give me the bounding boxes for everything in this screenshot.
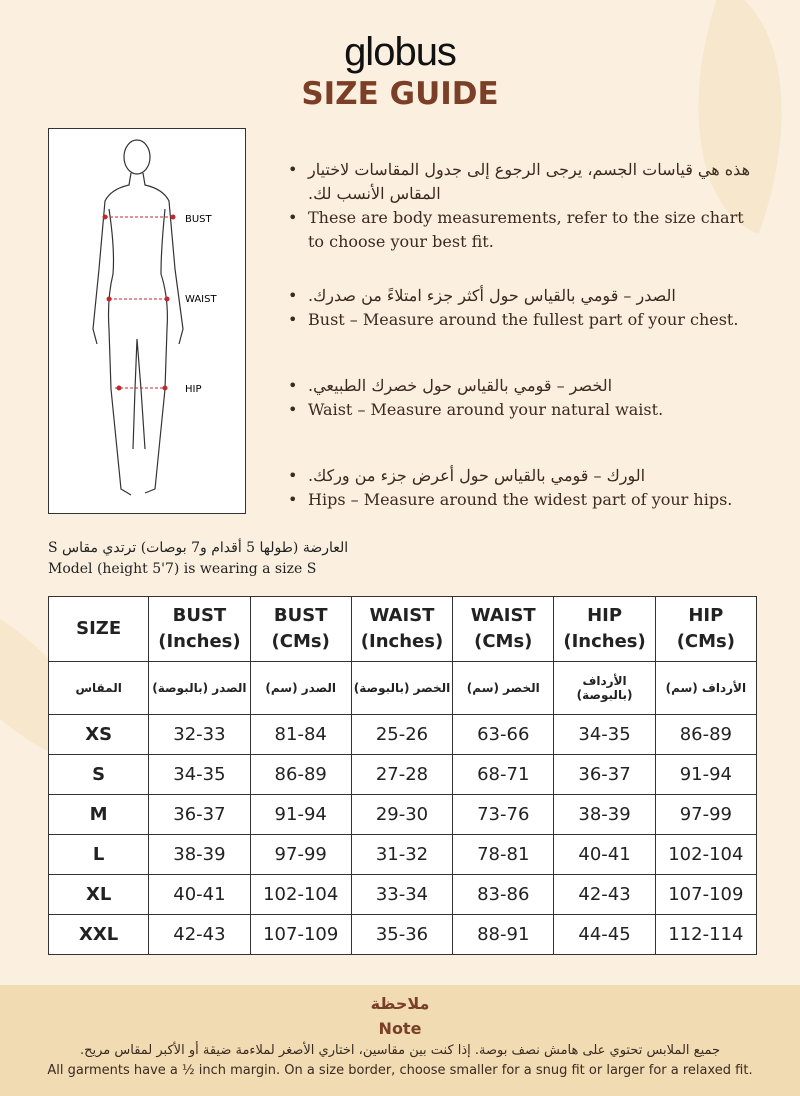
instruction-general <box>286 158 756 254</box>
size-cell: S <box>49 755 149 795</box>
bust-label: BUST <box>185 214 212 225</box>
column-header-text: WAIST <box>369 605 435 626</box>
note-title-ar: ملاحظة <box>370 994 430 1013</box>
table-cell: 38-39 <box>149 835 250 875</box>
size-table <box>48 596 757 955</box>
column-header-ar: الصدر (بالبوصة) <box>149 662 250 715</box>
column-header-text: (CMs) <box>676 631 735 652</box>
instruction-waist <box>286 374 756 422</box>
table-row <box>49 875 757 915</box>
table-cell: 34-35 <box>554 715 655 755</box>
note-section <box>0 985 800 1096</box>
table-cell: 25-26 <box>351 715 452 755</box>
table-cell: 32-33 <box>149 715 250 755</box>
column-header <box>453 597 554 662</box>
note-title-en: Note <box>378 1019 422 1038</box>
table-cell: 112-114 <box>655 915 756 955</box>
table-row <box>49 755 757 795</box>
table-cell: 27-28 <box>351 755 452 795</box>
column-header-text: (CMs) <box>474 631 533 652</box>
column-header-ar: المقاس <box>49 662 149 715</box>
instruction-hips <box>286 464 756 512</box>
column-header-text: (Inches) <box>158 631 241 652</box>
table-cell: 36-37 <box>149 795 250 835</box>
column-header-text: (Inches) <box>360 631 444 652</box>
bullet-ar: • هذه هي قياسات الجسم، يرجى الرجوع إلى جدول المقاسات لاختيار المقاس الأنسب لك. <box>286 158 756 206</box>
table-cell: 107-109 <box>655 875 756 915</box>
bullet-ar: • الورك – قومي بالقياس حول أعرض جزء من وركك. <box>286 464 756 488</box>
size-cell: XL <box>49 875 149 915</box>
table-cell: 81-84 <box>250 715 351 755</box>
table-cell: 73-76 <box>453 795 554 835</box>
table-cell: 38-39 <box>554 795 655 835</box>
table-row <box>49 915 757 955</box>
table-cell: 42-43 <box>149 915 250 955</box>
bullet-ar: • الصدر – قومي بالقياس حول أكثر جزء امتلاءً من صدرك. <box>286 284 756 308</box>
column-header-ar: الخصر (سم) <box>453 662 554 715</box>
table-cell: 102-104 <box>655 835 756 875</box>
measurement-instructions <box>286 158 756 542</box>
table-cell: 33-34 <box>351 875 452 915</box>
column-header-text: HIP <box>688 605 724 626</box>
column-header-text: BUST <box>172 605 227 626</box>
bullet-en: • Bust – Measure around the fullest part of your chest. <box>286 308 756 332</box>
column-header <box>351 597 452 662</box>
size-cell: L <box>49 835 149 875</box>
table-cell: 97-99 <box>655 795 756 835</box>
bullet-en: • Waist – Measure around your natural waist. <box>286 398 756 422</box>
column-header-text: WAIST <box>470 605 536 626</box>
column-header-text: (Inches) <box>563 631 646 652</box>
size-cell: XXL <box>49 915 149 955</box>
table-cell: 97-99 <box>250 835 351 875</box>
column-header-ar: الأرداف (سم) <box>655 662 756 715</box>
size-cell: XS <box>49 715 149 755</box>
table-cell: 40-41 <box>554 835 655 875</box>
table-cell: 36-37 <box>554 755 655 795</box>
table-cell: 68-71 <box>453 755 554 795</box>
hip-label: HIP <box>185 384 202 395</box>
model-info-ar: العارضة (طولها 5 أقدام و7 بوصات) ترتدي مقاس S <box>48 540 349 556</box>
bullet-ar: • الخصر – قومي بالقياس حول خصرك الطبيعي. <box>286 374 756 398</box>
table-cell: 91-94 <box>250 795 351 835</box>
note-text-en: All garments have a ½ inch margin. On a size border, choose smaller for a snug fit or larger for a relaxed fit. <box>47 1063 753 1078</box>
table-cell: 91-94 <box>655 755 756 795</box>
table-cell: 29-30 <box>351 795 452 835</box>
instruction-bust <box>286 284 756 332</box>
table-row <box>49 795 757 835</box>
column-header <box>149 597 250 662</box>
column-header-ar: الصدر (سم) <box>250 662 351 715</box>
bullet-en: • Hips – Measure around the widest part of your hips. <box>286 488 756 512</box>
table-cell: 107-109 <box>250 915 351 955</box>
column-header-ar: الأرداف (بالبوصة) <box>554 662 655 715</box>
column-header <box>49 597 149 662</box>
column-header <box>250 597 351 662</box>
body-measurement-figure <box>48 128 246 514</box>
column-header <box>655 597 756 662</box>
page-title: SIZE GUIDE <box>301 76 499 112</box>
table-cell: 42-43 <box>554 875 655 915</box>
table-cell: 31-32 <box>351 835 452 875</box>
table-cell: 44-45 <box>554 915 655 955</box>
waist-label: WAIST <box>185 294 217 305</box>
column-header-text: (CMs) <box>271 631 330 652</box>
table-cell: 78-81 <box>453 835 554 875</box>
table-cell: 34-35 <box>149 755 250 795</box>
table-cell: 86-89 <box>250 755 351 795</box>
table-cell: 40-41 <box>149 875 250 915</box>
table-row <box>49 715 757 755</box>
table-cell: 83-86 <box>453 875 554 915</box>
column-header-text: BUST <box>273 605 328 626</box>
column-header-ar: الخصر (بالبوصة) <box>351 662 452 715</box>
column-header <box>554 597 655 662</box>
table-row <box>49 835 757 875</box>
column-header-text: HIP <box>587 605 623 626</box>
column-header-text: SIZE <box>76 618 122 639</box>
table-cell: 102-104 <box>250 875 351 915</box>
table-cell: 88-91 <box>453 915 554 955</box>
table-cell: 63-66 <box>453 715 554 755</box>
brand-logo: globus <box>344 30 456 74</box>
table-cell: 86-89 <box>655 715 756 755</box>
model-info <box>48 538 348 580</box>
model-info-en: Model (height 5'7) is wearing a size S <box>48 561 317 577</box>
table-cell: 35-36 <box>351 915 452 955</box>
note-text-ar: جميع الملابس تحتوي على هامش نصف بوصة. إذا كنت بين مقاسين، اختاري الأصغر لملاءمة ضيقة أو الأكبر لمقاس مريح. <box>79 1043 721 1058</box>
size-cell: M <box>49 795 149 835</box>
bullet-en: • These are body measurements, refer to the size chart to choose your best fit. <box>286 206 756 254</box>
